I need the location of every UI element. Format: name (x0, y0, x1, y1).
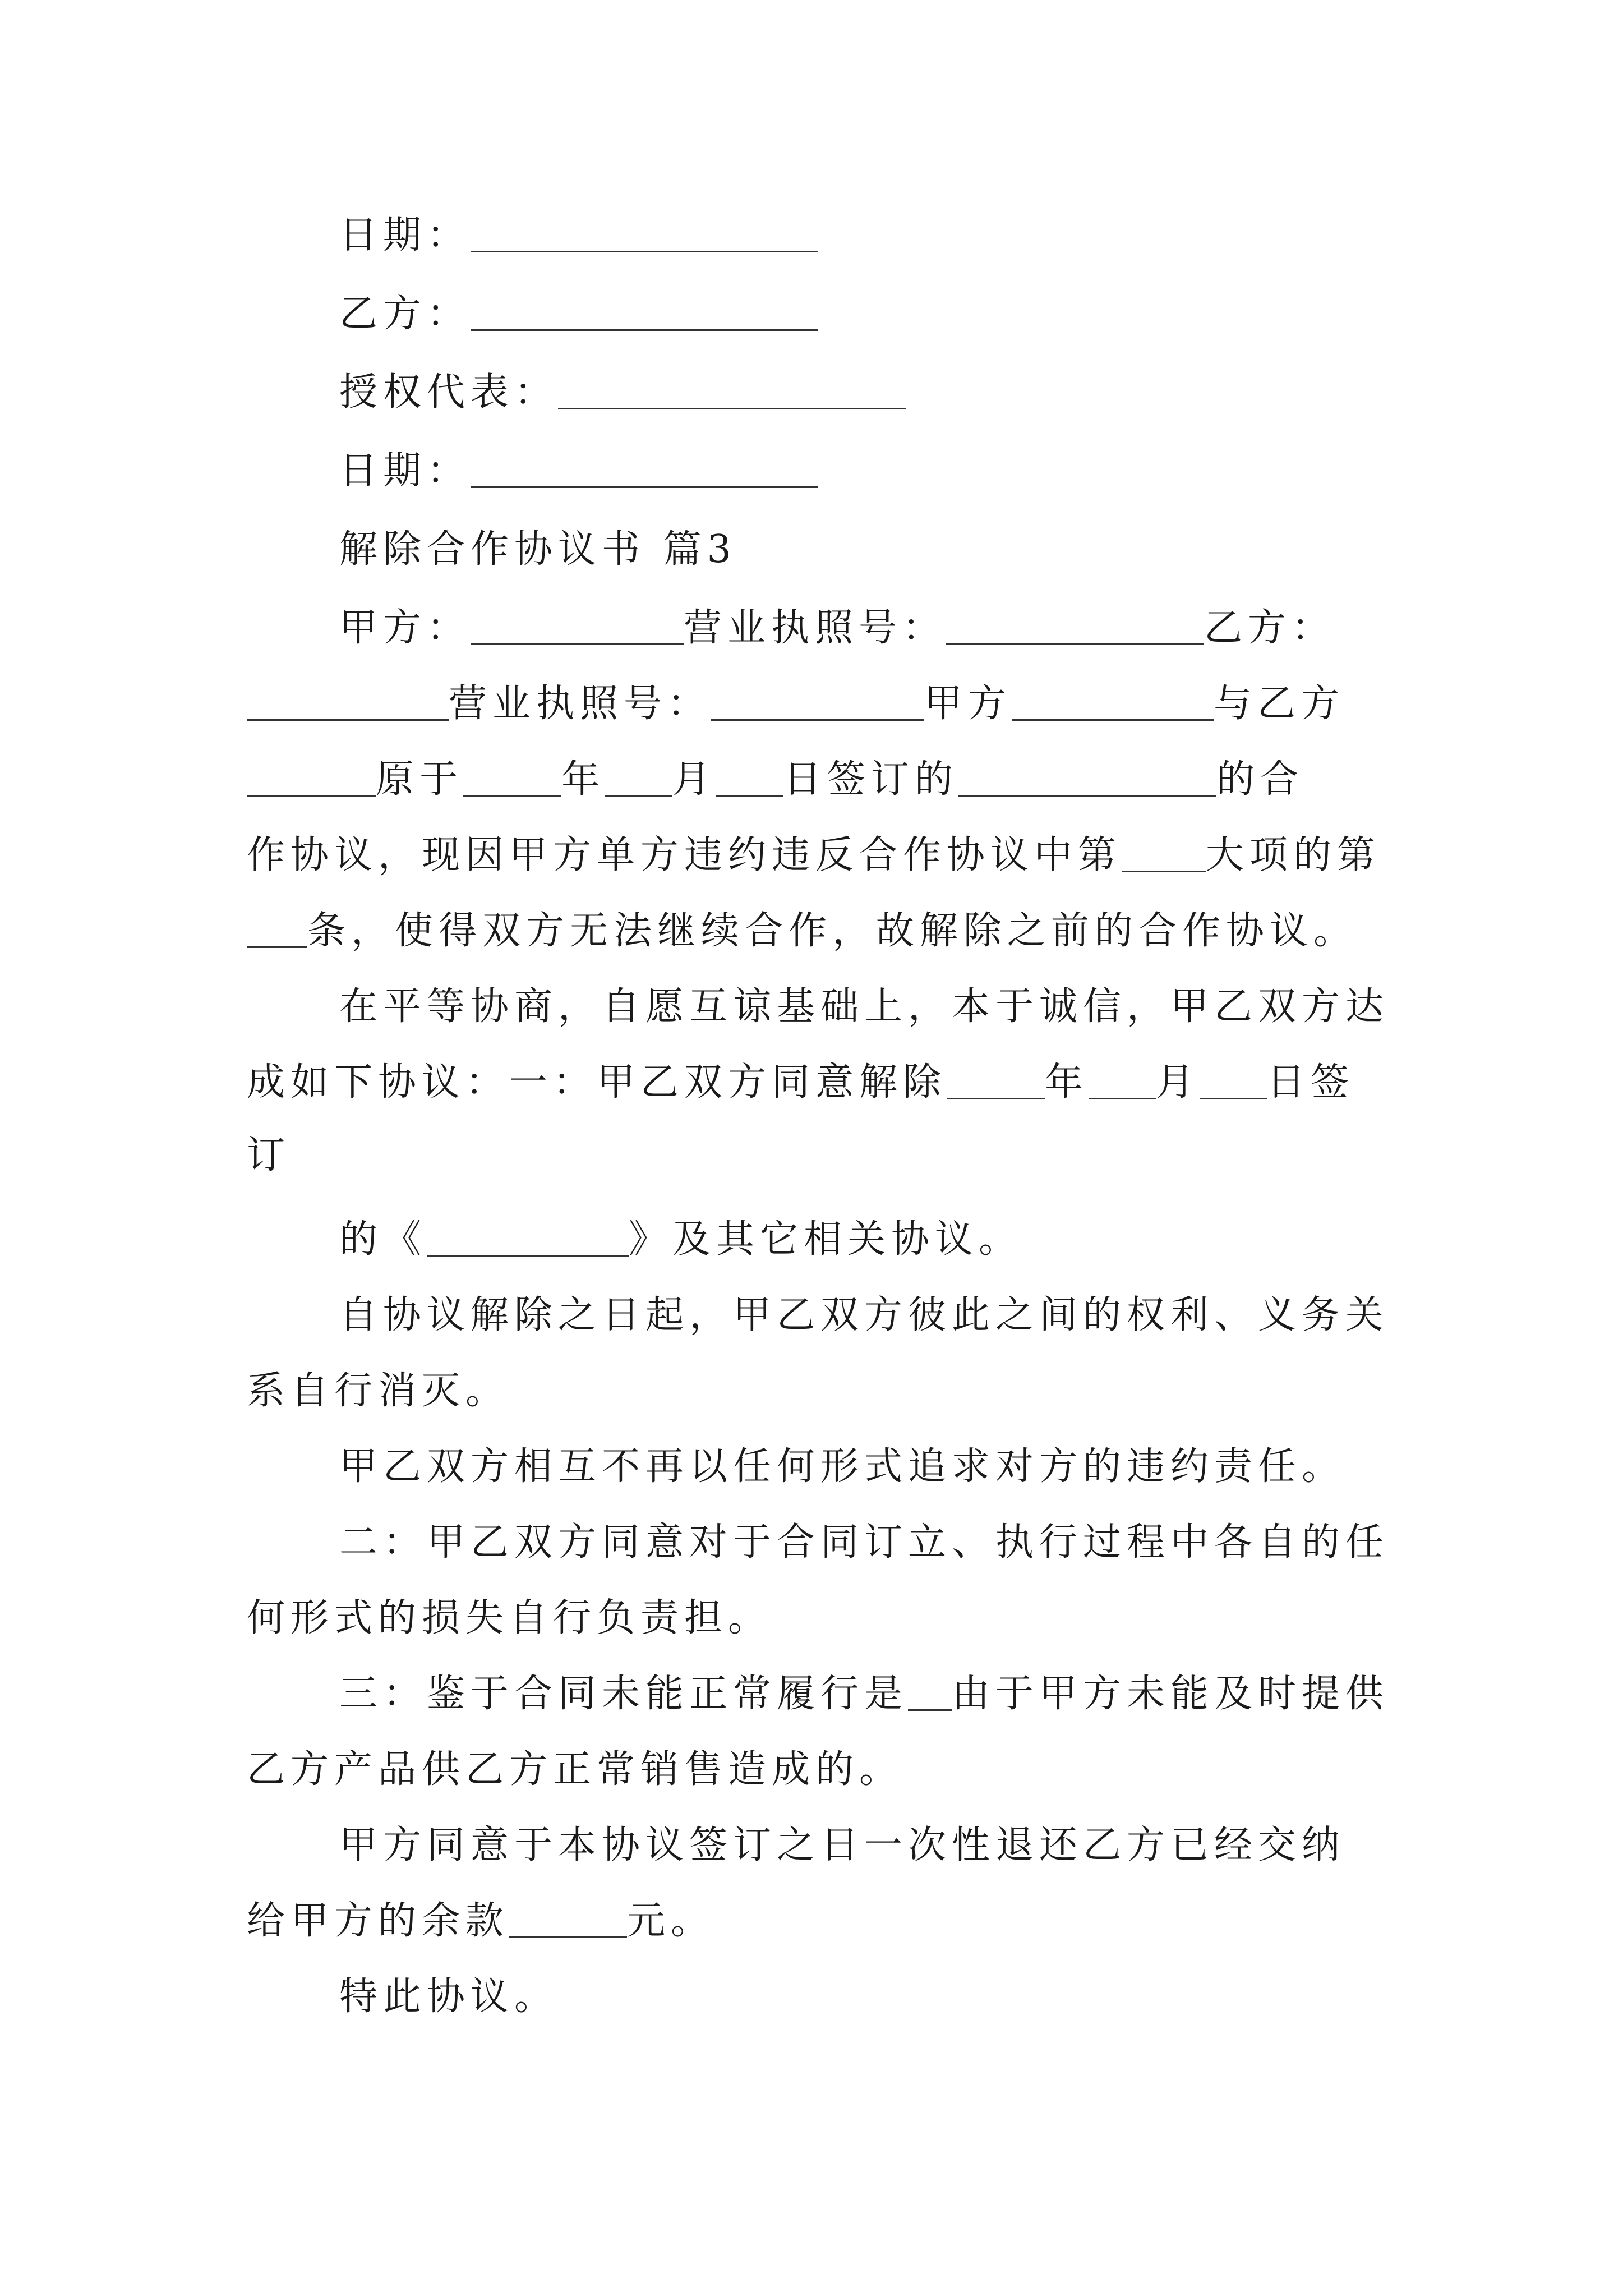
para-1-line-1: 在平等协商，自愿互谅基础上，本于诚信，甲乙双方达 (339, 984, 1390, 1029)
amount-blank (509, 1901, 627, 1938)
signed-text: 日签订的 (783, 757, 959, 802)
rep-blank (558, 372, 906, 409)
item-blank (1122, 835, 1206, 872)
month-text-2: 月 (1156, 1060, 1200, 1105)
day-blank (716, 759, 783, 797)
clause-text: 条，使得双方无法继续合作，故解除之前的合作协议。 (307, 909, 1358, 953)
para-3-line-2: 系自行消灭。 (247, 1369, 510, 1413)
open-title-text: 的《 (339, 1217, 427, 1262)
given-text: 三：鉴于合同未能正常履行是 (339, 1672, 909, 1716)
month-blank-2 (1089, 1062, 1156, 1099)
date2-blank (471, 450, 818, 488)
para-3-line-1: 自协议解除之日起，甲乙双方彼此之间的权利、义务关 (339, 1293, 1390, 1337)
blank-a (247, 759, 376, 797)
para-5-line-1: 二：甲乙双方同意对于合同订立、执行过程中各自的任 (339, 1520, 1390, 1565)
para-1-line-2 (247, 1055, 1391, 1111)
para-6-line-2: 乙方产品供乙方正常销售造成的。 (247, 1747, 903, 1792)
party-a-text: 甲方 (924, 682, 1012, 726)
year-text-2: 年 (1045, 1060, 1089, 1105)
close-title-text: 》及其它相关协议。 (629, 1217, 1023, 1262)
date-label: 日期： (339, 213, 471, 257)
para-1-line-3: 订 (247, 1133, 291, 1177)
agree-text: 成如下协议：一：甲乙双方同意解除 (247, 1060, 947, 1105)
para-6-line-1 (339, 1666, 1483, 1722)
clause-blank (247, 910, 307, 948)
para-2-line-1 (339, 1212, 1483, 1268)
item-text: 大项的第 (1206, 833, 1381, 877)
breach-text: 作协议，现因甲方单方违约违反合作协议中第 (247, 833, 1122, 877)
year-text: 年 (561, 757, 606, 802)
para-4-line-1: 甲乙双方相互不再以任何形式追求对方的违约责任。 (339, 1444, 1346, 1489)
date2-label: 日期： (339, 449, 471, 493)
para-5-line-2: 何形式的损失自行负责担。 (247, 1596, 772, 1640)
party-b-label-2: 乙方： (1204, 606, 1336, 650)
date-blank (471, 215, 818, 252)
day-blank-2 (1200, 1062, 1267, 1099)
license-label: 营业执照号： (684, 606, 947, 650)
contract-name-blank (958, 759, 1216, 797)
intro-line-4 (247, 827, 1391, 884)
intro-line-3 (247, 752, 1391, 808)
balance-text: 给甲方的余款 (247, 1899, 510, 1943)
day-sign-text: 日签 (1267, 1060, 1355, 1105)
intro-line-5 (247, 903, 1391, 959)
reason-text: 由于甲方未能及时提供 (952, 1672, 1390, 1716)
party-a-blank (471, 608, 684, 645)
license-blank-2 (711, 683, 924, 721)
yuan-text: 元。 (627, 1899, 715, 1943)
text-of: 的合 (1216, 757, 1304, 802)
signature-date-line (339, 208, 1483, 264)
party-a-label: 甲方： (339, 606, 471, 650)
signature-date2-line (339, 443, 1483, 499)
signature-party-b-line (339, 286, 1483, 342)
title-blank (427, 1219, 629, 1257)
intro-line-1 (339, 600, 1483, 656)
reason-blank (908, 1673, 952, 1711)
para-7-line-2 (247, 1893, 1391, 1949)
party-b-blank-2 (247, 683, 449, 721)
text-originally: 原于 (376, 757, 464, 802)
party-b-label: 乙方： (339, 292, 471, 336)
rep-label: 授权代表： (339, 370, 559, 415)
party-a-blank-2 (1012, 683, 1214, 721)
month-text: 月 (672, 757, 717, 802)
para-7-line-1: 甲方同意于本协议签订之日一次性退还乙方已经交纳 (339, 1823, 1346, 1867)
month-blank (605, 759, 672, 797)
signature-rep-line (339, 365, 1483, 421)
license-label-2: 营业执照号： (449, 682, 712, 726)
party-b-blank (471, 293, 818, 331)
license-blank (946, 608, 1204, 645)
year-blank-2 (947, 1062, 1045, 1099)
year-blank (463, 759, 561, 797)
intro-line-2 (247, 676, 1391, 732)
section-heading: 解除合作协议书 篇3 (339, 527, 737, 572)
closing-text: 特此协议。 (339, 1975, 559, 2019)
and-party-b-text: 与乙方 (1214, 682, 1345, 726)
